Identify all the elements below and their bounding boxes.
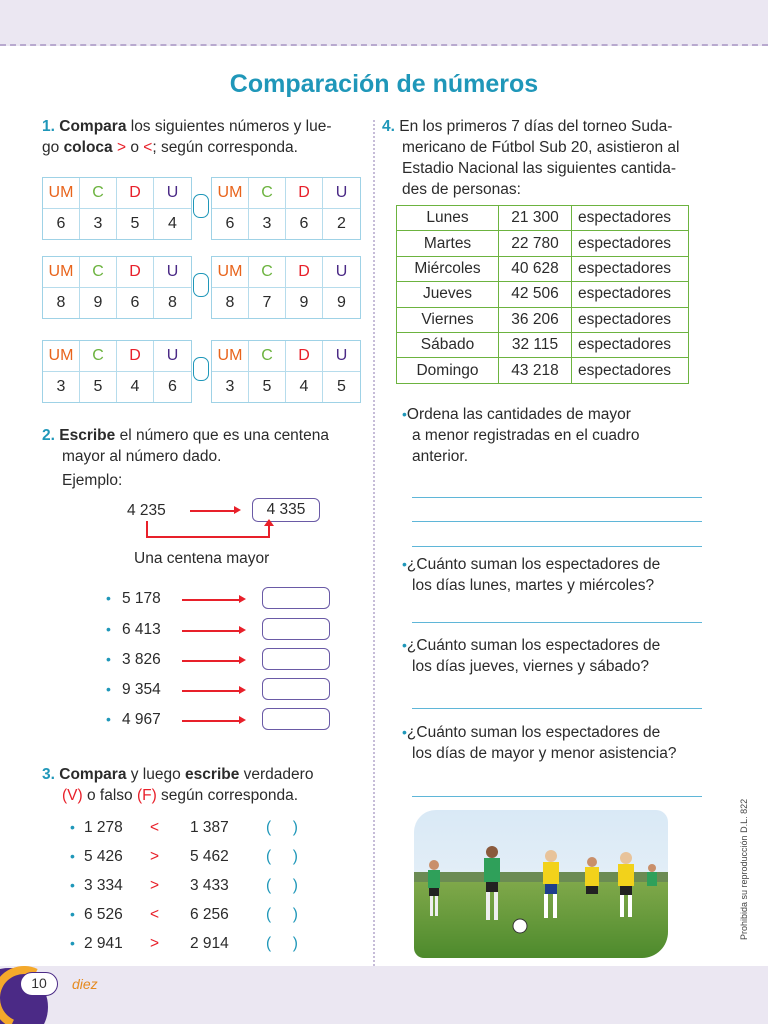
day-cell: Viernes [397,307,499,332]
sum1-answer-line[interactable] [412,622,702,623]
example-connector-left [146,521,148,537]
bullet: • [106,590,111,606]
arrow [182,690,240,692]
day-cell: Martes [397,231,499,256]
answer-parens[interactable]: ( ) [266,848,298,865]
bullet: • [106,621,111,637]
digit-cell: 3 [43,372,80,402]
place-header: U [166,347,179,364]
place-header: C [249,178,286,208]
given-number: 6 413 [122,621,161,638]
arrow [182,720,240,722]
place-header: UM [43,178,80,208]
digit-cell: 6 [286,209,323,239]
page-number: 10 [20,972,58,996]
answer-box[interactable] [262,678,330,700]
place-header: UM [212,178,249,208]
answer-parens[interactable]: ( ) [266,819,298,836]
digit-cell: 9 [80,288,117,318]
digit-cell: 6 [168,378,177,395]
attendance-number-cell: 32 115 [499,332,572,357]
bullet: • [70,935,75,951]
q1-instruction: 1. Compara los siguientes números y lue- go coloca > o <; según corresponda. [42,118,332,156]
q4-sum3-question: •¿Cuánto suman los espectadores de los días de mayor y menor asistencia? [402,724,677,762]
attendance-table [396,205,689,384]
q4-order-question: •Ordena las cantidades de mayor a menor registradas en el cuadro anterior. [402,406,640,465]
number-a: 1 278 [84,819,123,836]
digit-cell: 6 [212,209,249,239]
order-answer-line-3[interactable] [412,546,702,547]
compare-symbol-box[interactable] [193,273,209,297]
arrow [182,660,240,662]
place-header: D [117,178,154,208]
day-cell: Domingo [397,358,499,383]
comparison-symbol: > [150,877,160,894]
answer-box[interactable] [262,708,330,730]
given-number: 9 354 [122,681,161,698]
table-row [397,231,689,256]
page-title: Comparación de números [229,70,539,98]
number-a: 3 334 [84,877,123,894]
arrow [182,599,240,601]
place-header: D [117,257,154,287]
table-row [397,256,689,281]
table-row [397,307,689,332]
attendance-number-cell: 42 506 [499,282,572,307]
place-header: U [335,347,348,364]
digit-cell: 6 [43,209,80,239]
order-answer-line-2[interactable] [412,521,702,522]
given-number: 3 826 [122,651,161,668]
page-word: diez [72,976,98,992]
bullet: • [106,711,111,727]
place-header: UM [43,341,80,371]
attendance-number-cell: 21 300 [499,206,572,231]
comparison-symbol: > [150,848,160,865]
number-b: 5 462 [190,848,229,865]
bullet: • [106,651,111,667]
digit-cell: 5 [337,378,346,395]
place-value-table-right-2 [211,256,361,319]
number-a: 5 426 [84,848,123,865]
answer-parens[interactable]: ( ) [266,906,298,923]
bullet: • [70,819,75,835]
place-header: U [335,184,348,201]
example-connector-bottom [146,536,270,538]
given-number: 4 967 [122,711,161,728]
day-cell: Lunes [397,206,499,231]
soccer-kids-photo [414,810,668,958]
day-cell: Jueves [397,282,499,307]
place-value-table-right-3 [211,340,361,403]
attendance-number-cell: 36 206 [499,307,572,332]
q4-sum1-question: •¿Cuánto suman los espectadores de los días lunes, martes y miércoles? [402,556,661,594]
place-header: C [80,178,117,208]
q2-instruction: 2. Escribe el número que es una centena mayor al número dado. [42,427,329,465]
column-divider [373,120,375,966]
sum3-answer-line[interactable] [412,796,702,797]
answer-parens[interactable]: ( ) [266,935,298,952]
sum2-answer-line[interactable] [412,708,702,709]
place-header: D [286,257,323,287]
example-caption: Una centena mayor [134,550,270,567]
digit-cell: 3 [249,209,286,239]
place-header: D [117,341,154,371]
arrow [182,630,240,632]
answer-parens[interactable]: ( ) [266,877,298,894]
place-header: U [166,263,179,280]
digit-cell: 4 [286,372,323,402]
unit-cell: espectadores [572,206,689,231]
bullet: • [70,877,75,893]
place-header: UM [212,341,249,371]
number-b: 2 914 [190,935,229,952]
digit-cell: 9 [337,294,346,311]
table-row [397,282,689,307]
q4-sum2-question: •¿Cuánto suman los espectadores de los días jueves, viernes y sábado? [402,637,661,675]
number-b: 6 256 [190,906,229,923]
number-b: 1 387 [190,819,229,836]
comparison-symbol: < [150,819,160,836]
table-row [397,358,689,383]
digit-cell: 3 [80,209,117,239]
place-header: C [249,341,286,371]
bullet: • [70,848,75,864]
number-b: 3 433 [190,877,229,894]
digit-cell: 2 [337,215,346,232]
place-header: C [80,341,117,371]
bottom-band [0,966,768,1024]
example-answer-box: 4 335 [252,498,320,522]
digit-cell: 8 [168,294,177,311]
top-band [0,0,768,46]
day-cell: Sábado [397,332,499,357]
place-header: U [166,184,179,201]
compare-symbol-box[interactable] [193,194,209,218]
place-header: C [80,257,117,287]
number-a: 6 526 [84,906,123,923]
attendance-number-cell: 40 628 [499,256,572,281]
digit-cell: 6 [117,288,154,318]
given-number: 5 178 [122,590,161,607]
table-row [397,332,689,357]
place-header: U [335,263,348,280]
place-value-table-left-1 [42,177,192,240]
digit-cell: 5 [117,209,154,239]
place-header: UM [43,257,80,287]
place-header: D [286,341,323,371]
digit-cell: 3 [212,372,249,402]
digit-cell: 9 [286,288,323,318]
unit-cell: espectadores [572,332,689,357]
place-value-table-right-1 [211,177,361,240]
digit-cell: 5 [80,372,117,402]
digit-cell: 8 [212,288,249,318]
comparison-symbol: < [150,906,160,923]
unit-cell: espectadores [572,256,689,281]
digit-cell: 4 [117,372,154,402]
example-number: 4 235 [127,502,166,519]
q3-instruction: 3. Compara y luego escribe verdadero (V) o falso (F) según corresponda. [42,766,314,804]
place-value-table-left-3 [42,340,192,403]
unit-cell: espectadores [572,231,689,256]
bullet: • [106,681,111,697]
day-cell: Miércoles [397,256,499,281]
legal-note: Prohibida su reproducción D.L. 822 [739,798,749,940]
place-header: C [249,257,286,287]
digit-cell: 4 [168,215,177,232]
unit-cell: espectadores [572,282,689,307]
compare-symbol-box[interactable] [193,357,209,381]
answer-box[interactable] [262,648,330,670]
digit-cell: 7 [249,288,286,318]
place-header: UM [212,257,249,287]
example-arrow [190,510,235,512]
answer-box[interactable] [262,618,330,640]
example-arrow-up [264,519,274,526]
attendance-number-cell: 22 780 [499,231,572,256]
q4-intro: 4. En los primeros 7 días del torneo Suda- mericano de Fútbol Sub 20, asistieron al Estadio Nacional las siguientes cantida- des de personas: [382,118,680,198]
table-row [397,206,689,231]
number-a: 2 941 [84,935,123,952]
bullet: • [70,906,75,922]
order-answer-line-1[interactable] [412,497,702,498]
place-header: D [286,178,323,208]
unit-cell: espectadores [572,358,689,383]
comparison-symbol: > [150,935,160,952]
unit-cell: espectadores [572,307,689,332]
place-value-table-left-2 [42,256,192,319]
answer-box[interactable] [262,587,330,609]
digit-cell: 8 [43,288,80,318]
attendance-number-cell: 43 218 [499,358,572,383]
digit-cell: 5 [249,372,286,402]
example-label: Ejemplo: [62,472,123,489]
